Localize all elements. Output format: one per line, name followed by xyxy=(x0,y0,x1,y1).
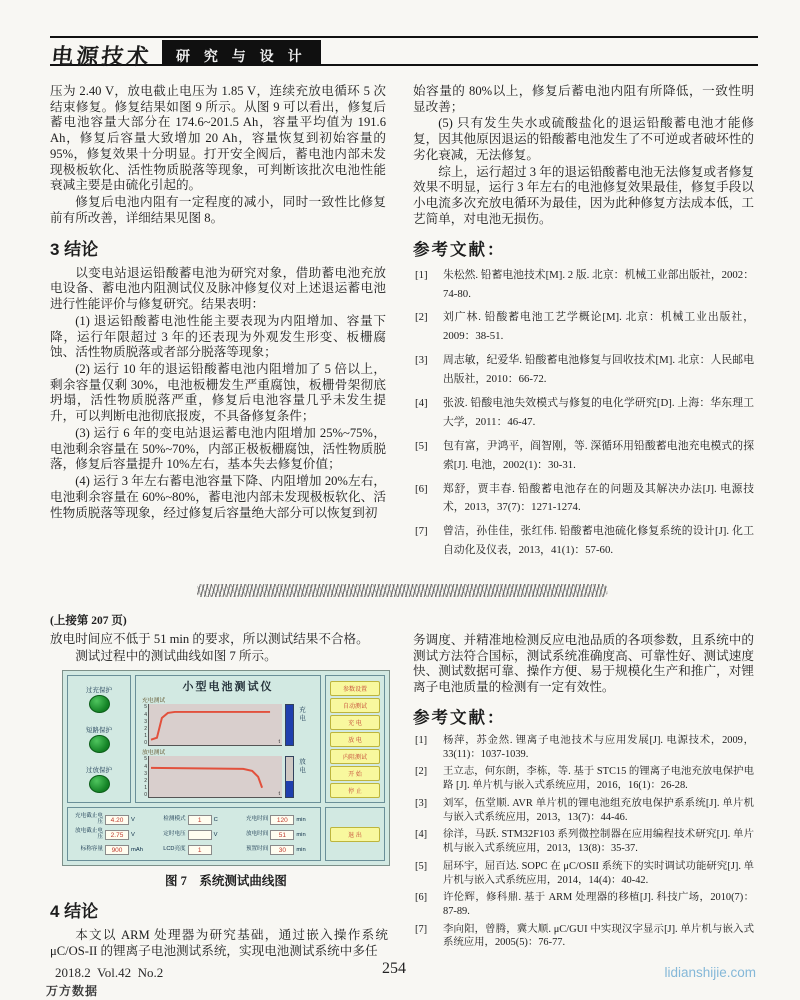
charge-chart xyxy=(140,704,316,746)
masthead xyxy=(50,36,758,69)
charge-bar-label: 充电 xyxy=(298,706,305,724)
tester-title: 小型电池测试仪 xyxy=(182,681,274,694)
discharge-bar-label: 放电 xyxy=(298,758,305,776)
discharge-chart xyxy=(140,756,316,798)
param-field: 定时电压 V xyxy=(163,831,218,839)
reference-item: [5] 屈环宇，屈百达. SOPC 在 μC/OSII 系统下的实时调试功能研究[J]. 单片机与嵌入式系统应用，2014，14(4)：40-42. xyxy=(415,860,754,886)
green-led-icon xyxy=(89,735,110,753)
reference-item: [7] 李向阳，曾腾，冀大顺. μC/GUI 中实现汉字显示[J]. 单片机与嵌入式系统应用，2005(5)：76-77. xyxy=(415,923,754,949)
paragraph: (2) 运行 10 年的退运铅酸蓄电池内阻增加了 5 倍以上，剩余容量仅剩 30%，电池板栅发生严重腐蚀，板栅骨架彻底坍塌，活性物质脱落严重，修复后电池容量几乎未发生提升，可以判断电池彻底报废，不具备修复条件； xyxy=(50,362,386,424)
paragraph: (5) 只有发生失水或硫酸盐化的退运铅酸蓄电池才能修复，因其他原因退运的铅酸蓄电池发生了不可逆或者破坏性的劣化衰减，无法修复。 xyxy=(413,116,754,162)
reference-item: [3] 刘军，伍堂顺. AVR 单片机的锂电池组充放电保护系系统[J]. 单片机与嵌入式系统应用，2013，13(7)：44-46. xyxy=(415,797,754,823)
paragraph: 务调度、并精准地检测反应电池品质的各项参数，且系统中的测试方法符合国标，测试系统准确度高、可靠性好、测试速度快、测试数据可靠、操作方便、易于规模化生产和推广，对锂离子电池质量的检测有一定有效性。 xyxy=(413,633,754,695)
start-button: 开 始 xyxy=(330,766,380,781)
param-field: 检测模式 1 C xyxy=(163,815,218,824)
section-banner: 研 究 与 设 计 xyxy=(162,40,321,66)
param-field: LCD亮度 1 xyxy=(154,845,235,855)
chart2-label: 放电测试 xyxy=(142,750,166,757)
section-heading-3: 3 结论 xyxy=(50,239,99,259)
website-text: lidianshijie.com xyxy=(664,965,756,980)
paragraph: 测试过程中的测试曲线如图 7 所示。 xyxy=(75,648,277,663)
charge-voltage-plot xyxy=(148,704,282,746)
discharge-button: 放 电 xyxy=(330,732,380,747)
green-led-icon xyxy=(89,775,110,793)
reference-item: [3] 周志敏，纪爱华. 铅酸蓄电池修复与回收技术[M]. 北京：人民邮电出版社，2010：66-72. xyxy=(415,354,754,386)
x-axis-label: t xyxy=(278,791,280,798)
issue-info: 2018.2 Vol.42 No.2 xyxy=(55,965,164,980)
figure7-caption: 图 7 系统测试曲线图 xyxy=(165,874,287,889)
paragraph: 综上，运行超过 3 年的退运铅酸蓄电池无法修复或者修复效果不明显，运行 3 年左右的电池修复效果最佳，修复手段以小电流多次充放电循环为最佳，因为此种修复方法成本低，工艺简单，对电池无损伤。 xyxy=(413,164,754,226)
param-field: 放电时间 51 min xyxy=(245,831,306,840)
params-setting-button: 参数设置 xyxy=(330,681,380,696)
reference-item: [6] 许伦辉，修科鼎. 基于 ARM 处理器的移植[J]. 科技广场，2010(7)：87-89. xyxy=(415,892,754,918)
reference-item: [2] 王立志，何东朗，李栋，等. 基于 STC15 的锂离子电池充放电保护电路 [J]. 单片机与嵌入式系统应用，2016，16(1)：26-28. xyxy=(415,766,754,792)
wanfang-watermark: 万方数据 xyxy=(46,984,99,998)
battery-tester-panel xyxy=(62,670,390,866)
paragraph: (1) 退运铅酸蓄电池性能主要表现为内阻增加、容量下降，运行年限超过 3 年的还表现为外观发生形变、板栅腐蚀、活性物质脱落或者部分脱落等现象； xyxy=(50,313,386,360)
figure7 xyxy=(62,670,390,866)
protection-indicator: 过放保护 xyxy=(86,765,112,793)
page-number: 254 xyxy=(382,960,406,977)
paragraph: 修复后电池内阻有一定程度的减小，同时一致性比修复前有所改善，详细结果见图 8。 xyxy=(50,195,386,225)
exit-button: 退 出 xyxy=(330,827,380,842)
article2-left-column xyxy=(50,612,388,961)
resistance-test-button: 内阻测试 xyxy=(330,749,380,764)
protection-indicator: 短路保护 xyxy=(86,725,112,753)
journal-logo: 电源技术 xyxy=(50,44,153,69)
paragraph: 压为 2.40 V，放电截止电压为 1.85 V，连续充放电循环 5 次结束修复。修复结果如图 9 所示。从图 9 可以看出，修复后蓄电池容量大部分在 174.6~201.5 Ah，容量平均值为 191.6 Ah，修复后容量大致增加 20 Ah，容量恢复到初始容量的 95%，修复效果十分明显。打开安全阀后，蓄电池内部未发现极板软化、活性物质脱落等现象，可判断该批次电池性能衰减主要是由硫化引起的。 xyxy=(50,84,386,193)
reference-item: [1] 杨萍，苏金然. 锂离子电池技术与应用发展[J]. 电源技术，2009，33(11)：1037-1039. xyxy=(415,734,754,760)
param-field: 标称容量 900 mAh xyxy=(80,846,143,855)
paragraph: (3) 运行 6 年的变电站退运蓄电池内阻增加 25%~75%，电池剩余容量在 50%~70%，内部正极板栅腐蚀，活性物质脱落，修复后容量提升 10%左右，基本失去修复价值； xyxy=(50,425,386,472)
article1-left-column xyxy=(50,84,386,522)
paragraph: 以变电站退运铅酸蓄电池为研究对象，借助蓄电池充放电设备、蓄电池内阻测试仪及脉冲修复仪对上述退运蓄电池进行性能评价与修复研究。结果表明： xyxy=(50,265,386,312)
y-axis-ticks: 5 4 3 2 1 0 xyxy=(144,756,147,799)
paragraph: 放电时间应不低于 51 min 的要求，所以测试结果不合格。 xyxy=(50,632,369,646)
paragraph: 本文以 ARM 处理器为研究基础，通过嵌入操作系统 μC/OS-II 的锂离子电池测试系统，实现电池测试系统中多任 xyxy=(50,928,388,959)
green-led-icon xyxy=(89,695,110,713)
protection-indicator-panel xyxy=(67,675,131,803)
param-field: 充电截止电压 4.20 V xyxy=(75,812,135,825)
param-field: 预置时间 30 min xyxy=(245,846,306,855)
exit-button-panel xyxy=(325,807,385,861)
article1-right-column xyxy=(413,84,754,565)
references-heading: 参考文献： xyxy=(413,708,506,727)
parameter-panel xyxy=(67,807,321,861)
references-heading: 参考文献： xyxy=(413,240,506,259)
stop-button: 停 止 xyxy=(330,783,380,798)
y-axis-ticks: 5 4 3 2 1 0 xyxy=(144,704,147,747)
x-axis-label: t xyxy=(278,739,280,746)
chart-panel xyxy=(135,675,321,803)
paragraph: (4) 运行 3 年左右蓄电池容量下降、内阻增加 20%左右，电池剩余容量在 60%~80%，蓄电池内部未发现极板软化、活性物质脱落等现象，经过修复后容量绝大部分可以恢复到初 xyxy=(50,474,386,520)
chart1-label: 充电测试 xyxy=(142,698,166,705)
continuation-note: (上接第 207 页) xyxy=(50,615,127,627)
reference-item: [7] 曾洁，孙佳佳，张红伟. 铅酸蓄电池硫化修复系统的设计[J]. 化工自动化及仪表，2013，41(1)：57-60. xyxy=(415,525,754,557)
paragraph: 始容量的 80%以上，修复后蓄电池内阻有所降低，一致性明显改善； xyxy=(413,84,754,114)
reference-item: [2] 刘广林. 铅酸蓄电池工艺学概论[M]. 北京：机械工业出版社，2009：38-51. xyxy=(415,311,754,343)
charge-progress-bar xyxy=(285,704,294,746)
param-field: 充电时间 120 min xyxy=(245,815,306,824)
decorative-divider xyxy=(196,584,608,597)
reference-item: [4] 张波. 铅酸电池失效模式与修复的电化学研究[D]. 上海：华东理工大学，2011：46-47. xyxy=(415,396,754,428)
reference-item: [6] 郑舒，贾丰春. 铅酸蓄电池存在的问题及其解决办法[J]. 电源技术，2013，37(7)：1271-1274. xyxy=(415,482,754,514)
protection-indicator: 过充保护 xyxy=(86,685,112,713)
param-field: 放电截止电压 2.75 V xyxy=(75,828,135,841)
page-header xyxy=(50,36,758,69)
auto-test-button: 自动测试 xyxy=(330,698,380,713)
reference-item: [5] 包有富，尹鸿平，阎智刚，等. 深循环用铅酸蓄电池充电模式的探索[J]. 电池，2002(1)：30-31. xyxy=(415,439,754,471)
article2-right-column xyxy=(413,633,754,954)
discharge-progress-bar xyxy=(285,756,294,798)
charge-button: 充 电 xyxy=(330,715,380,730)
section-heading-4: 4 结论 xyxy=(50,902,99,922)
discharge-voltage-plot xyxy=(148,756,282,798)
reference-item: [1] 朱松然. 铅蓄电池技术[M]. 2 版. 北京：机械工业部出版社，2002：74-80. xyxy=(415,268,755,300)
reference-item: [4] 徐洋，马跃. STM32F103 系列微控制器在应用编程技术研究[J]. 单片机与嵌入式系统应用，2013，13(8)：35-37. xyxy=(415,829,754,855)
button-panel xyxy=(325,675,385,803)
